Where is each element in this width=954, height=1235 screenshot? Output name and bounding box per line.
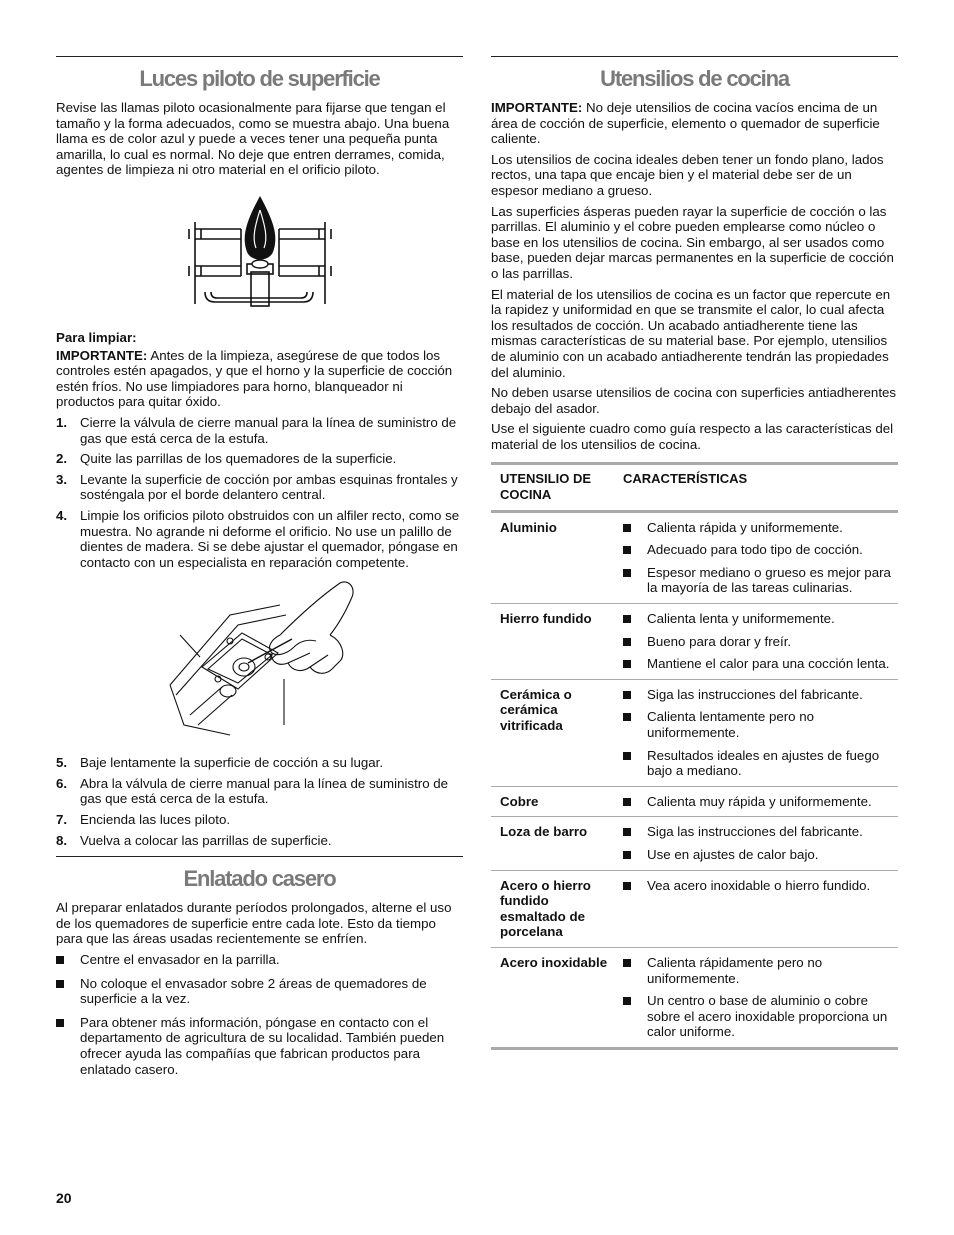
bullet-square-icon	[623, 691, 631, 699]
feature-text: Siga las instrucciones del fabricante.	[647, 686, 863, 702]
features-list	[623, 878, 894, 894]
feature-text: Calienta rápidamente pero no uniformemente.	[647, 954, 823, 986]
step-text: Encienda las luces piloto.	[80, 812, 231, 828]
canning-tip-text: No coloque el envasador sobre 2 áreas de quemadores de superficie a la vez.	[80, 975, 427, 1007]
bullet-square-icon	[623, 615, 631, 623]
features-list	[623, 611, 894, 672]
cookware-important-note	[491, 100, 898, 147]
feature-item	[623, 955, 894, 986]
home-canning-title: Enlatado casero	[183, 866, 336, 892]
step-item	[56, 833, 463, 849]
clean-important-note	[56, 348, 463, 410]
material-features	[614, 817, 898, 870]
feature-text: Espesor mediano o grueso es mejor para la mayoría de las tareas culinarias.	[647, 564, 891, 596]
pilot-intro: Revise las llamas piloto ocasionalmente para fijarse que tengan el tamaño y la forma adecuados, como se muestra abajo. Una buena llama es de color azul y puede a veces tener una pequeña punta amarilla, lo cual es normal. No deje que entren derrames, comida, agentes de limpieza ni otro material en el orificio piloto.	[56, 100, 450, 178]
canning-tip	[56, 976, 463, 1007]
step-number: 8.	[56, 832, 68, 848]
cleaning-steps-list	[56, 415, 463, 570]
bullet-square-icon	[56, 1019, 64, 1027]
step-number: 6.	[56, 775, 68, 791]
bullet-square-icon	[623, 638, 631, 646]
step-item	[56, 812, 463, 828]
pilot-flame-illustration	[185, 192, 335, 320]
cookware-paragraph: El material de los utensilios de cocina es un factor que repercute en la rapidez y uniformidad en que se transmite el calor, lo cual afecta los resultados de cocción. Un acabado antiadherente tiene las mismas características de su material base. Por ejemplo, utensilios de aluminio con un acabado antiadherente tendrán las propiedades del aluminio.	[491, 286, 891, 380]
bullet-square-icon	[623, 828, 631, 836]
page-number: 20	[56, 1190, 72, 1206]
material-features	[614, 511, 898, 603]
feature-text: Calienta lentamente pero no uniformemente.	[647, 709, 815, 740]
cookware-important-text: No deje utensilios de cocina vacíos encima de un área de cocción de superficie, elemento o quemador de superficie caliente.	[491, 100, 880, 147]
important-label: IMPORTANTE:	[491, 100, 583, 115]
feature-item	[623, 794, 894, 810]
material-features	[614, 786, 898, 817]
feature-text: Vea acero inoxidable o hierro fundido.	[647, 877, 871, 893]
table-row	[491, 817, 898, 870]
table-header-row	[491, 464, 898, 511]
step-number: 4.	[56, 507, 68, 523]
step-number: 3.	[56, 471, 68, 487]
pilot-lights-title: Luces piloto de superficie	[139, 66, 380, 91]
features-list	[623, 824, 894, 862]
clean-important-text: Antes de la limpieza, asegúrese de que todos los controles estén apagados, y que el horno y la superficie de cocción estén fríos. No use limpiadores para horno, blanqueador ni productos para quitar óxido.	[56, 347, 453, 410]
important-label: IMPORTANTE:	[56, 347, 148, 363]
table-row	[491, 511, 898, 603]
feature-item	[623, 687, 894, 703]
feature-text: Mantiene el calor para una cocción lenta.	[647, 656, 890, 672]
step-number: 1.	[56, 414, 68, 430]
bullet-square-icon	[623, 660, 631, 668]
right-column	[491, 56, 898, 1050]
step-text: Vuelva a colocar las parrillas de superficie.	[80, 832, 332, 848]
feature-item	[623, 878, 894, 894]
feature-text: Bueno para dorar y freír.	[647, 633, 792, 649]
section-divider	[491, 56, 898, 57]
step-item	[56, 451, 463, 467]
material-features	[614, 870, 898, 947]
step-item	[56, 415, 463, 446]
canning-tip	[56, 1015, 463, 1077]
column-header-utensil: UTENSILIO DE COCINA	[491, 464, 614, 511]
material-name: Acero o hierro fundido esmaltado de porcelana	[491, 870, 614, 947]
feature-text: Adecuado para todo tipo de cocción.	[647, 542, 863, 558]
feature-text: Calienta lenta y uniformemente.	[647, 611, 835, 627]
step-text: Quite las parrillas de los quemadores de la superficie.	[80, 451, 397, 467]
material-name: Hierro fundido	[491, 604, 614, 680]
cookware-paragraph: Las superficies ásperas pueden rayar la superficie de cocción o las parrillas. El aluminio y el cobre pueden emplearse como núcleo o base en los utensilios de cocina. Sin embargo, al ser usados como base, pueden dejar marcas permanentes en la superficie de cocción o las parrillas.	[491, 203, 894, 281]
features-list	[623, 794, 894, 810]
table-row	[491, 679, 898, 786]
canning-tip	[56, 952, 463, 968]
material-name: Acero inoxidable	[491, 947, 614, 1048]
material-name: Cobre	[491, 786, 614, 817]
feature-item	[623, 847, 894, 863]
column-header-characteristics: CARACTERÍSTICAS	[614, 464, 898, 511]
bullet-square-icon	[623, 546, 631, 554]
bullet-square-icon	[623, 798, 631, 806]
material-features	[614, 947, 898, 1048]
bullet-square-icon	[623, 959, 631, 967]
step-item	[56, 472, 463, 503]
left-column	[56, 56, 463, 1085]
material-features	[614, 679, 898, 786]
step-number: 7.	[56, 812, 68, 828]
feature-item	[623, 565, 894, 596]
pin-cleaning-illustration	[160, 575, 360, 745]
section-divider	[56, 856, 463, 857]
bullet-square-icon	[623, 524, 631, 532]
bullet-square-icon	[623, 713, 631, 721]
feature-text: Calienta rápida y uniformemente.	[647, 519, 843, 535]
feature-text: Calienta muy rápida y uniformemente.	[647, 793, 872, 809]
feature-item	[623, 542, 894, 558]
bullet-square-icon	[623, 752, 631, 760]
bullet-square-icon	[623, 882, 631, 890]
step-item	[56, 776, 463, 807]
step-number: 5.	[56, 755, 68, 771]
feature-item	[623, 748, 894, 779]
cookware-paragraph: Use el siguiente cuadro como guía respecto a las características del material de los utensilios de cocina.	[491, 421, 894, 452]
feature-item	[623, 634, 894, 650]
cookware-paragraph: Los utensilios de cocina ideales deben tener un fondo plano, lados rectos, una tapa que encaje bien y el material debe ser de un espesor mediano a grueso.	[491, 151, 884, 198]
table-body	[491, 511, 898, 1048]
cookware-paragraph: No deben usarse utensilios de cocina con superficies antiadherentes debajo del asador.	[491, 385, 897, 416]
material-features	[614, 604, 898, 680]
cookware-characteristics-table	[491, 462, 898, 1049]
bullet-square-icon	[623, 997, 631, 1005]
feature-item	[623, 611, 894, 627]
bullet-square-icon	[56, 980, 64, 988]
canning-intro: Al preparar enlatados durante períodos prolongados, alterne el uso de los quemadores de superficie entre cada lote. Esto da tiempo para que las áreas usadas recientemente se enfríen.	[56, 900, 452, 947]
step-item	[56, 755, 463, 771]
bullet-square-icon	[56, 956, 64, 964]
bullet-square-icon	[623, 851, 631, 859]
feature-text: Resultados ideales en ajustes de fuego bajo a mediano.	[647, 747, 880, 779]
feature-item	[623, 824, 894, 840]
features-list	[623, 687, 894, 779]
clean-heading: Para limpiar:	[56, 329, 137, 345]
table-row	[491, 786, 898, 817]
canning-tip-text: Centre el envasador en la parrilla.	[80, 952, 280, 968]
table-row	[491, 870, 898, 947]
feature-text: Un centro o base de aluminio o cobre sobre el acero inoxidable proporciona un calor uniforme.	[647, 993, 888, 1040]
step-text: Limpie los orificios piloto obstruidos con un alfiler recto, como se muestra. No agrande ni deforme el orificio. No use un palillo de dientes de madera. Si se debe ajustar el quemador, póngase en contacto con un especialista en reparación competente.	[80, 507, 460, 570]
step-text: Levante la superficie de cocción por ambas esquinas frontales y sosténgala por el borde delantero central.	[80, 471, 458, 503]
step-text: Baje lentamente la superficie de cocción a su lugar.	[80, 755, 384, 771]
canning-tips-list	[56, 952, 463, 1077]
feature-item	[623, 656, 894, 672]
material-name: Cerámica o cerámica vitrificada	[491, 679, 614, 786]
material-name: Loza de barro	[491, 817, 614, 870]
feature-item	[623, 993, 894, 1040]
table-row	[491, 947, 898, 1048]
material-name: Aluminio	[491, 511, 614, 603]
features-list	[623, 955, 894, 1040]
table-row	[491, 604, 898, 680]
section-divider	[56, 56, 463, 57]
cookware-title: Utensilios de cocina	[600, 66, 789, 91]
feature-item	[623, 709, 894, 740]
canning-tip-text: Para obtener más información, póngase en contacto con el departamento de agricultura de su localidad. También pueden ofrecer ayuda las compañías que fabrican productos para enlatado casero.	[80, 1014, 445, 1077]
bullet-square-icon	[623, 569, 631, 577]
feature-text: Use en ajustes de calor bajo.	[647, 846, 819, 862]
features-list	[623, 520, 894, 596]
step-text: Abra la válvula de cierre manual para la línea de suministro de gas que está cerca de la estufa.	[80, 775, 449, 807]
step-text: Cierre la válvula de cierre manual para la línea de suministro de gas que está cerca de la estufa.	[80, 414, 457, 446]
step-item	[56, 508, 463, 570]
reassembly-steps-list	[56, 755, 463, 848]
feature-text: Siga las instrucciones del fabricante.	[647, 824, 863, 840]
step-number: 2.	[56, 451, 68, 467]
feature-item	[623, 520, 894, 536]
